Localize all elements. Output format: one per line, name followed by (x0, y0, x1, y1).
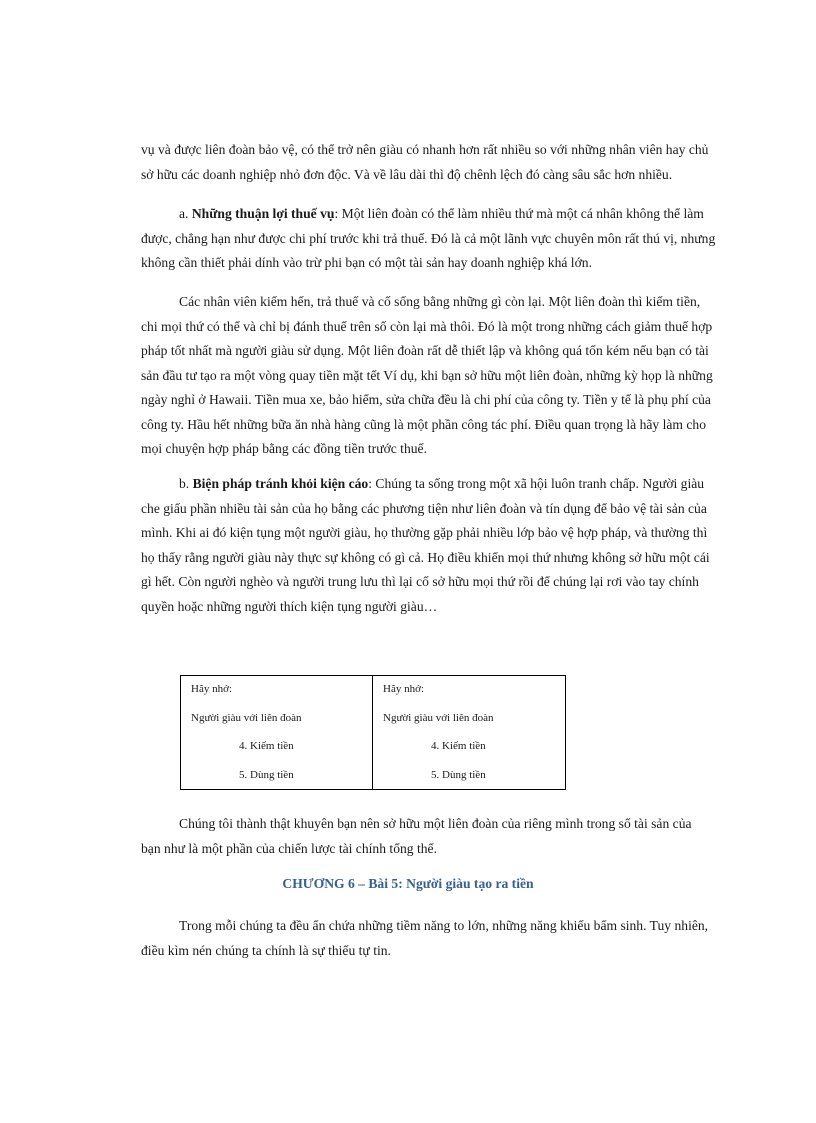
remember-table (180, 675, 566, 790)
bold-heading-tax: Những thuận lợi thuế vụ (191, 206, 335, 221)
text-line: bạn như là một phần của chiến lược tài chính tổng thể. (141, 840, 437, 856)
remember-subtitle: Người giàu với liên đoàn (191, 712, 302, 724)
remember-item: 4. Kiếm tiền (239, 740, 294, 752)
text-line: Trong mỗi chúng ta đều ẩn chứa những tiềm năng to lớn, những năng khiếu bẩm sinh. Tuy nhiên, (179, 918, 709, 933)
remember-cell-left (181, 676, 373, 789)
text-line: công ty. Hầu hết những bữa ăn nhà hàng cũng là một phần công tác phí. Điều quan trọng là hãy làm cho (141, 416, 707, 432)
chapter-heading: CHƯƠNG 6 – Bài 5: Người giàu tạo ra tiền (282, 876, 534, 891)
paragraph-lawsuit-protection (141, 472, 724, 619)
text-line: vụ và được liên đoàn bảo vệ, có thể trở nên giàu có nhanh hơn rất nhiều so với những nhân viên hay chủ (141, 142, 709, 157)
text-line: sản đầu tư tạo ra một vòng quay tiền mặt tết Ví dụ, khi bạn sở hữu một liên đoàn, những kỳ họp là những (141, 367, 713, 383)
text-line: không cần thiết phải dính vào trừ phi bạn có một tài sản hay doanh nghiệp khá lớn. (141, 255, 592, 270)
paragraph-tax-advantages (141, 202, 724, 276)
text-line: được, chẳng hạn như được chi phí trước khi trả thuế. Đó là cả một lãnh vực chuyên môn rất thú vị, nhưng (141, 230, 716, 246)
text-line: sở hữu các doanh nghiệp nhỏ đơn độc. Và về lâu dài thì độ chênh lệch đó càng sâu sắc hơn nhiều. (141, 166, 673, 182)
paragraph-advice (141, 812, 724, 861)
text-line: quyền hoặc những người thích kiện tụng người giàu… (141, 598, 438, 614)
remember-item: 5. Dùng tiền (431, 769, 486, 781)
bold-heading-lawsuit: Biện pháp tránh khỏi kiện cáo (192, 476, 369, 491)
text-line: mình. Khi ai đó kiện tụng một người giàu, họ thường gặp phải nhiều lớp bảo vệ hợp pháp, và thường thì (141, 525, 708, 540)
text-run: : Một liên đoàn có thể làm nhiều thứ mà một cá nhân không thể làm (334, 206, 704, 221)
paragraph-potential (141, 914, 724, 963)
text-line: điều kìm nén chúng ta chính là sự thiếu tự tin. (141, 942, 391, 958)
remember-item: 4. Kiếm tiền (431, 740, 486, 752)
remember-item: 5. Dùng tiền (239, 769, 294, 781)
text-run: : Chúng ta sống trong một xã hội luôn tranh chấp. Người giàu (368, 476, 705, 491)
text-line: Chúng tôi thành thật khuyên bạn nên sở hữu một liên đoàn của riêng mình trong số tài sản của (179, 816, 692, 831)
text-line: ngày nghỉ ở Hawaii. Tiền mua xe, bảo hiểm, sửa chữa đều là chi phí của công ty. Tiền y tế là phụ phí của (141, 392, 711, 407)
text-line: chi mọi thứ có thể và chỉ bị đánh thuế trên số còn lại mà thôi. Đó là một trong những cách giảm thuế hợp (141, 318, 713, 334)
remember-subtitle: Người giàu với liên đoàn (383, 712, 494, 724)
text-line: Các nhân viên kiếm hến, trả thuế và cố sống bằng những gì còn lại. Một liên đoàn thì kiếm tiền, (179, 294, 701, 309)
text-line: che giấu phần nhiều tài sản của họ bằng các phương tiện như liên đoàn và tín dụng để bảo vệ tài sản của (141, 500, 707, 516)
remember-title: Hãy nhớ: (383, 683, 424, 695)
text-line (141, 472, 724, 497)
text-line: pháp tốt nhất mà người giàu sử dụng. Một liên đoàn rất dễ thiết lập và không quá tốn kém nếu bạn có tài (141, 343, 709, 358)
text-line: mọi chuyện hợp pháp bằng các đồng tiền trước thuế. (141, 441, 427, 456)
remember-cell-right (373, 676, 565, 789)
text-line: họ thấy rằng người giàu này thực sự không có gì cả. Họ điều khiển mọi thứ nhưng không sở hữu một cái (141, 549, 710, 565)
paragraph-continuation (141, 138, 724, 187)
text-line (141, 202, 724, 227)
list-marker: a. (179, 206, 192, 221)
paragraph-employees-corporation (141, 290, 724, 462)
remember-title: Hãy nhớ: (191, 683, 232, 695)
text-line: gì hết. Còn người nghèo và người trung lưu thì lại cố sở hữu mọi thứ rồi để chúng lại rơi vào tay chính (141, 574, 699, 589)
list-marker: b. (179, 476, 193, 491)
